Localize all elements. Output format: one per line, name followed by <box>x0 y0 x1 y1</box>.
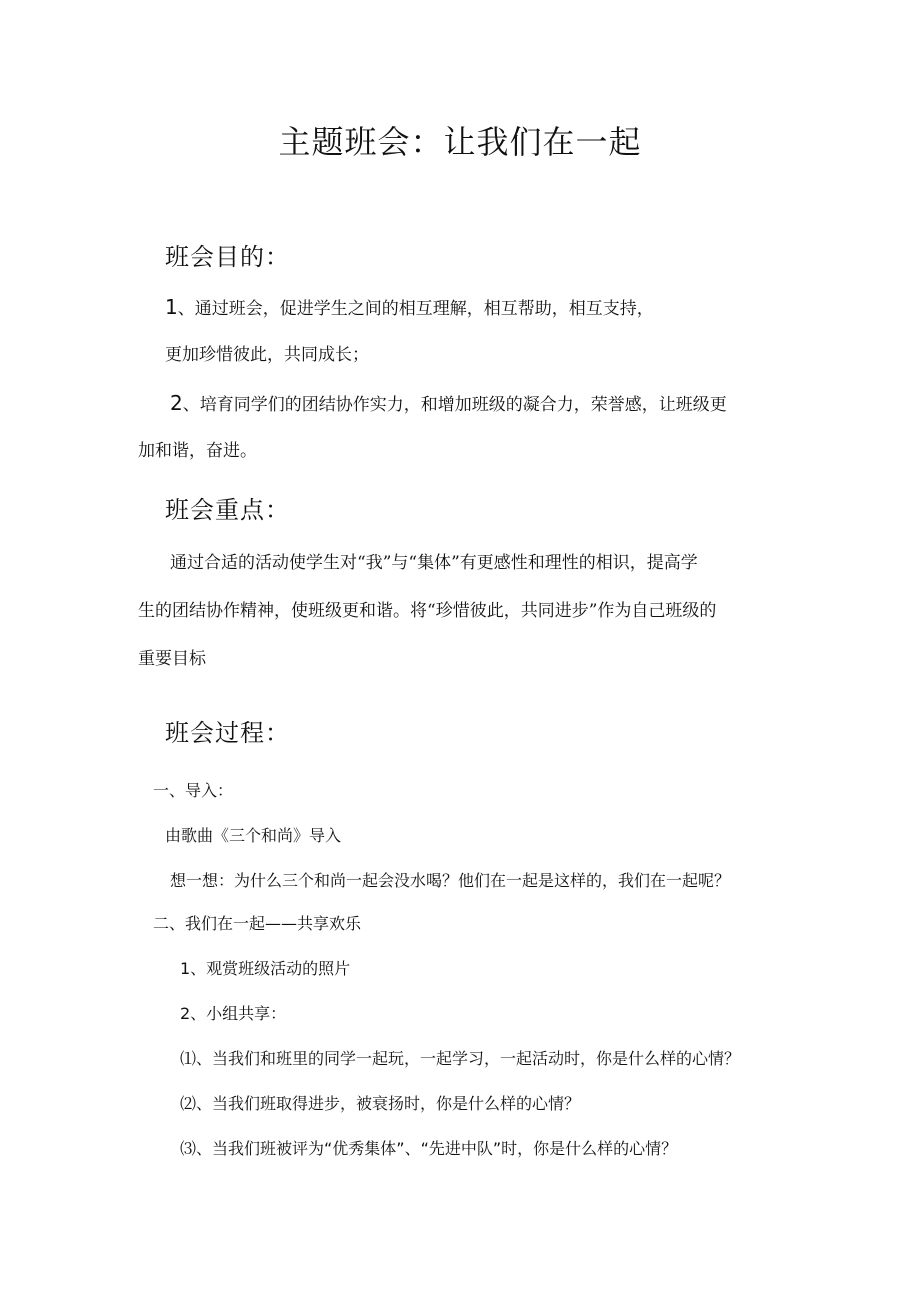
question-2: ⑵、当我们班取得进步，被衰扬时，你是什么样的心情？ <box>180 1094 581 1113</box>
section-1-line-2: 想一想：为什么三个和尚一起会没水喝？他们在一起是这样的，我们在一起呢？ <box>170 871 731 890</box>
purpose-item-2-number: 2 <box>170 391 183 415</box>
section-1-line-1: 由歌曲《三个和尚》导入 <box>165 826 342 845</box>
section-2-step-2: 2、小组共享： <box>180 1004 287 1023</box>
question-1: ⑴、当我们和班里的同学一起玩，一起学习，一起活动时，你是什么样的心情？ <box>180 1049 741 1068</box>
purpose-item-2-line-1 <box>170 390 727 418</box>
focus-line-3: 重要目标 <box>138 649 206 669</box>
purpose-item-1-number: 1 <box>165 295 178 319</box>
focus-line-2: 生的团结协作精神，使班级更和谐。将“珍惜彼此，共同进步”作为自己班级的 <box>138 601 717 621</box>
section-2-title: 二、我们在一起——共享欢乐 <box>153 914 362 933</box>
purpose-item-2-text: 、培育同学们的团结协作实力，和增加班级的凝合力，荣誉感，让班级更 <box>182 395 727 415</box>
focus-heading: 班会重点： <box>165 496 290 524</box>
purpose-item-2-line-2: 加和谐，奋进。 <box>138 441 257 461</box>
purpose-item-1-text: 、通过班会，促进学生之间的相互理解，相互帮助，相互支持， <box>177 299 654 319</box>
section-2-step-1: 1、观赏班级活动的照片 <box>180 959 351 978</box>
process-heading: 班会过程： <box>165 719 290 747</box>
purpose-item-1-line-1 <box>165 294 654 322</box>
page-title: 主题班会：让我们在一起 <box>278 123 642 161</box>
focus-line-1: 通过合适的活动使学生对“我”与“集体”有更感性和理性的相识，提高学 <box>170 553 698 573</box>
purpose-item-1-line-2: 更加珍惜彼此，共同成长； <box>165 345 369 365</box>
section-1-title: 一、导入： <box>153 781 234 800</box>
question-3: ⑶、当我们班被评为“优秀集体”、“先进中队”时，你是什么样的心情？ <box>180 1139 678 1158</box>
purpose-heading: 班会目的： <box>165 243 290 271</box>
